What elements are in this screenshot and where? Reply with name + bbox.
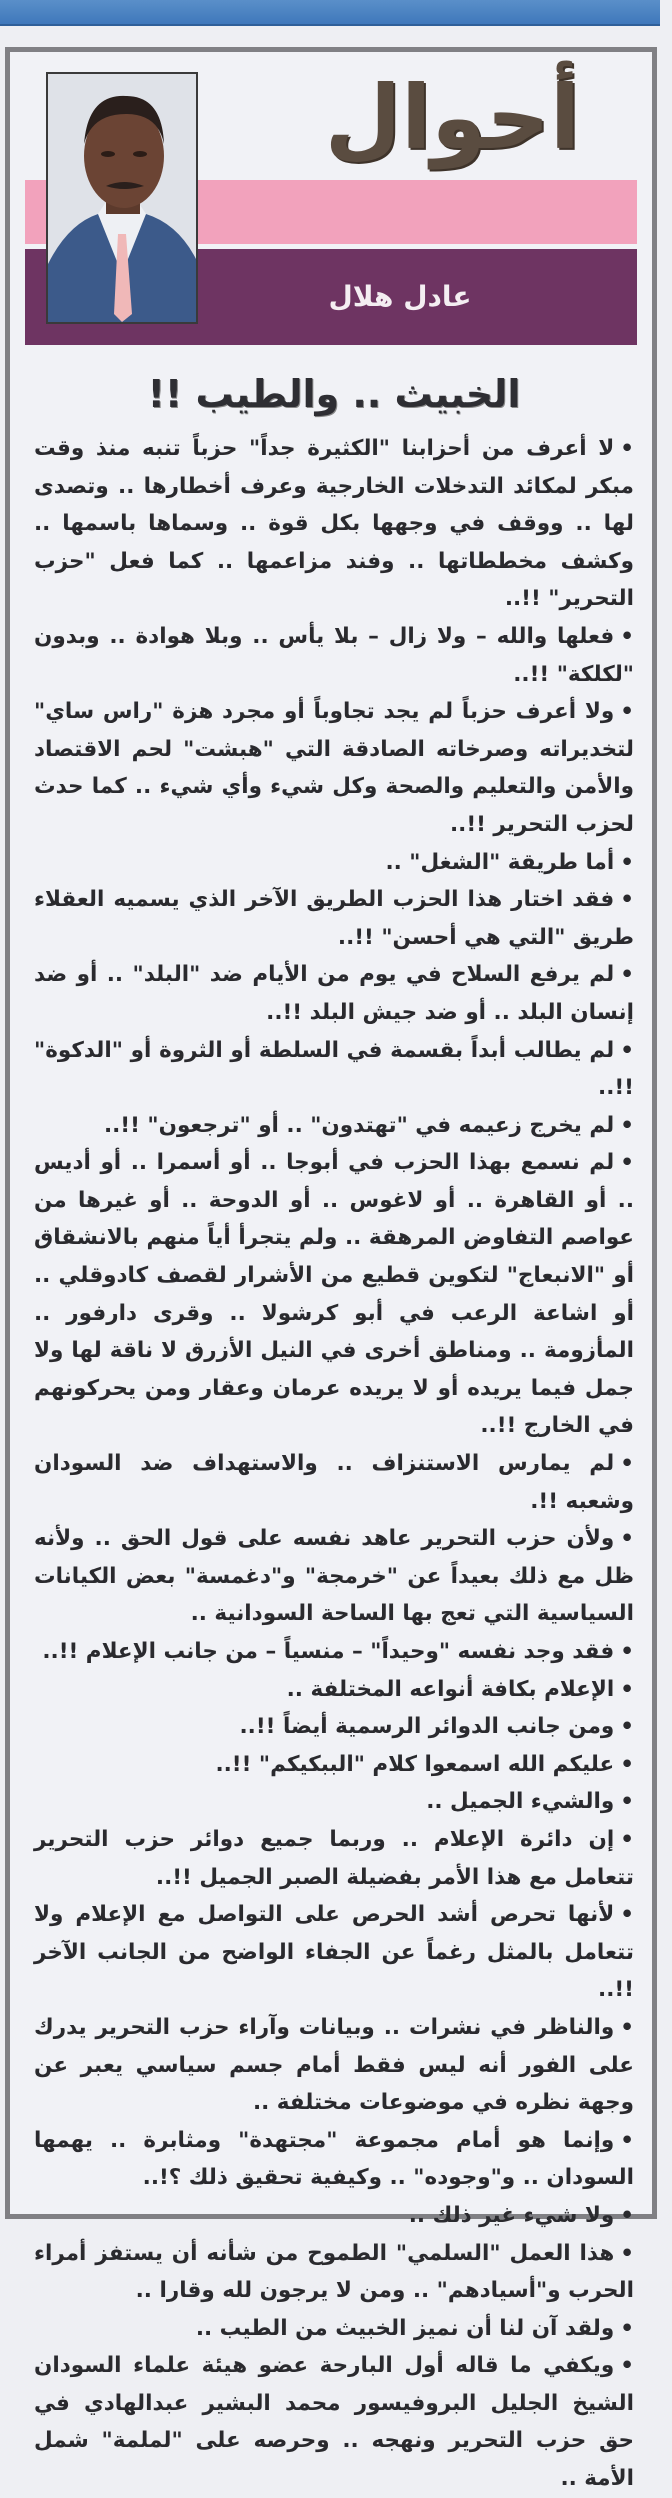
bullet-icon: • [620,1150,634,1176]
article-paragraph [34,2122,634,2197]
paragraph-text: لم يمارس الاستنزاف .. والاستهداف ضد السودان وشعبه !!. [34,1451,634,1514]
article-paragraph [34,1144,634,1445]
bullet-icon: • [620,1526,634,1552]
paragraph-text: لم يطالب أبداً بقسمة في السلطة أو الثروة أو "الدكوة" !!.. [34,1037,634,1101]
article-body [34,352,634,2498]
paragraph-text: هذا العمل "السلمي" الطموح من شأنه أن يستفز أمراء الحرب و"أسيادهم" .. ومن لا يرجون لله وقارا .. [34,2240,634,2304]
article-paragraph [34,1746,634,1784]
bullet-icon: • [620,2353,634,2379]
bullet-icon: • [620,2315,634,2341]
bullet-icon: • [620,1112,634,1138]
paragraph-text: ولا أعرف حزباً لم يجد تجاوباً أو مجرد هزة "راس ساي" لتخديراته وصرخاته الصادقة التي "هبشت" لحم الاقتصاد والأمن والتعليم والصحة وكل شيء وأي شيء .. كما حدث لحزب التحرير !!.. [34,699,634,837]
article-paragraph [34,1633,634,1671]
article-paragraph [34,1032,634,1107]
paragraph-text: لم يرفع السلاح في يوم من الأيام ضد "البلد" .. أو ضد إنسان البلد .. أو ضد جيش البلد !!.. [34,962,634,1025]
bullet-icon: • [620,1714,634,1740]
paragraph-text: عليكم الله اسمعوا كلام "الببكيكم" !!.. [215,1751,615,1777]
article-paragraph [34,1520,634,1633]
bullet-icon: • [620,699,634,725]
article-paragraph [34,2310,634,2348]
article-paragraph [34,2197,634,2235]
article-paragraph [34,1708,634,1746]
article-paragraph [34,2235,634,2310]
paragraph-text: والناظر في نشرات .. وبيانات وآراء حزب التحرير يدرك على الفور أنه ليس فقط أمام جسم سياسي يعبر عن وجهة نظره في موضوعات مختلفة .. [34,2014,634,2116]
bullet-icon: • [620,1789,634,1815]
paragraph-text: ولأن حزب التحرير عاهد نفسه على قول الحق .. ولأنه ظل مع ذلك بعيداً عن "خرمجة" و"دغمسة" بعض الكيانات السياسية التي تعج بها الساحة السودانية .. [34,1526,634,1627]
article-paragraph [34,618,634,693]
paragraph-text: فعلها والله – ولا زال – بلا يأس .. وبلا هوادة .. وبدون "لكلكة" !!.. [34,623,634,687]
column-frame [5,47,657,2492]
paragraph-text: ومن جانب الدوائر الرسمية أيضاً !!.. [239,1714,615,1740]
bullet-icon: • [620,2014,634,2040]
bullet-icon: • [620,887,634,913]
article-paragraph [34,693,634,843]
author-name: عادل هلال [328,280,472,313]
article-paragraph [34,2347,634,2497]
paragraph-text: لا أعرف من أحزابنا "الكثيرة جداً" حزباً تنبه منذ وقت مبكر لمكائد التدخلات الخارجية وعرف أخطارها .. وتصدى لها .. ووقف في وجهها بكل قوة .. وسماها باسمها .. وكشف مخططاتها .. وفند مزاعمها .. كما فعل "حزب التحرير" !!.. [34,436,634,612]
article-paragraph [34,1107,634,1145]
article-paragraph [34,430,634,618]
bullet-icon: • [620,1451,634,1477]
article-paragraph [34,2009,634,2122]
bullet-icon: • [620,623,634,649]
paragraph-text: والشيء الجميل .. [426,1789,615,1815]
paragraph-text: لأنها تحرص أشد الحرص على التواصل مع الإعلام ولا تتعامل بالمثل رغماً عن الجفاء الواضح من الجانب الآخر !!.. [34,1902,634,2003]
paragraph-text: لم نسمع بهذا الحزب في أبوجا .. أو أسمرا .. أو أديس .. أو القاهرة .. أو لاغوس .. أو الدوحة .. أو غيرها من عواصم التفاوض المرهقة .. ولم يتجرأ أياً منهم بالانشقاق أو "الانبعاج" لتكوين قطيع من الأشرار لقصف كادوقلي .. أو اشاعة الرعب في أبو كرشولا .. وقرى دارفور .. المأزومة .. ومناطق أخرى في النيل الأزرق لا ناقة لها ولا جمل فيما يريده أو لا يريده عرمان وعقار ومن يحركونهم في الخارج !!.. [34,1150,634,1439]
bullet-icon: • [620,1676,634,1702]
paragraph-text: الإعلام بكافة أنواعه المختلفة .. [286,1676,615,1702]
paragraph-text: إن دائرة الإعلام .. وربما جميع دوائر حزب التحرير تتعامل مع هذا الأمر بفضيلة الصبر الجميل !!.. [34,1826,634,1890]
bullet-icon: • [620,1037,634,1063]
column-title: أحوال [324,66,580,169]
bullet-icon: • [620,2127,634,2153]
bullet-icon: • [620,1639,634,1664]
article-paragraph [34,881,634,956]
article-paragraph [34,1445,634,1520]
article-headline: الخبيث .. والطيب !! [147,372,521,416]
bullet-icon: • [620,436,634,461]
paragraph-text: لم يخرج زعيمه في "تهتدون" .. أو "ترجعون" !!.. [103,1112,615,1138]
author-photo [46,72,198,324]
bullet-icon: • [620,1902,634,1928]
bullet-icon: • [620,2240,634,2266]
article-paragraph [34,956,634,1031]
paragraph-text: ولقد آن لنا أن نميز الخبيث من الطيب .. [195,2315,615,2341]
paragraph-text: وإنما هو أمام مجموعة "مجتهدة" ومثابرة .. يهمها السودان .. و"وجوده" .. وكيفية تحقيق ذلك ؟!.. [34,2127,634,2191]
bullet-icon: • [620,849,634,875]
article-paragraph [34,1896,634,2009]
author-portrait-icon [48,74,196,322]
article-paragraphs [34,430,634,2498]
article-paragraph [34,1783,634,1821]
paragraph-text: ويكفي ما قاله أول البارحة عضو هيئة علماء السودان الشيخ الجليل البروفيسور محمد البشير عبدالهادي في حق حزب التحرير ونهجه .. وحرصه على "لملمة" شمل الأمة .. [34,2353,634,2492]
column-header [10,52,652,352]
bullet-icon: • [620,2202,634,2228]
bullet-icon: • [620,962,634,988]
top-color-band [0,0,660,26]
article-paragraph [34,844,634,882]
article-paragraph [34,1671,634,1709]
bullet-icon: • [620,1751,634,1777]
paragraph-text: فقد وجد نفسه "وحيداً" – منسياً – من جانب الإعلام !!.. [42,1639,615,1664]
paragraph-text: أما طريقة "الشغل" .. [385,849,615,875]
article-paragraph [34,1821,634,1896]
paragraph-text: ولا شيء غير ذلك .. [408,2202,615,2228]
bullet-icon: • [620,1826,634,1852]
paragraph-text: فقد اختار هذا الحزب الطريق الآخر الذي يسميه العقلاء طريق "التي هي أحسن" !!.. [34,887,634,950]
